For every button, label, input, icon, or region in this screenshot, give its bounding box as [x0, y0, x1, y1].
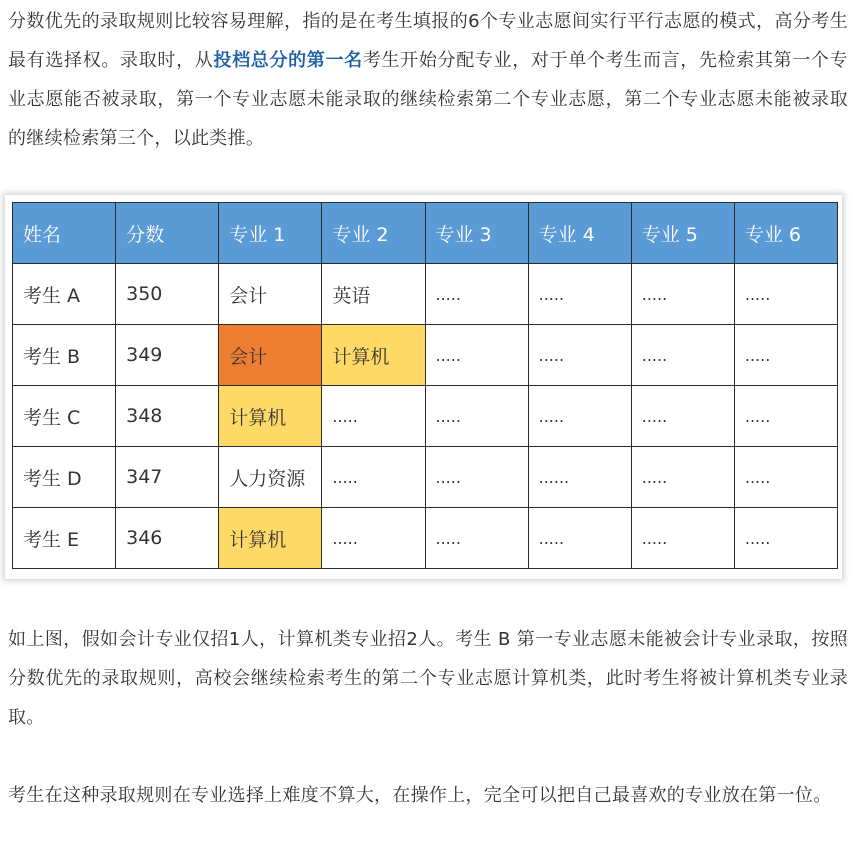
- explanation-paragraph: 如上图，假如会计专业仅招1人，计算机类专业招2人。考生 B 第一专业志愿未能被会计专业录取，按照分数优先的录取规则，高校会继续检索考生的第二个专业志愿计算机类，此时考生将被计算机类专业录取。: [8, 629, 848, 728]
- cell-major-1-admitted: 计算机: [219, 386, 322, 447]
- cell-major-4: .....: [528, 386, 631, 447]
- intro-text-2: 考生开始分配专业，对于单个考生而言，先检索其第一个专业志愿能否被录取，第一个专业志愿未能录取的继续检索第二个专业志愿，第二个专业志愿未能被录取的继续检索第三个，以此类推。: [8, 50, 848, 149]
- cell-major-2: 英语: [322, 264, 425, 325]
- cell-major-6: .....: [734, 447, 837, 508]
- admission-table-figure: [5, 195, 842, 579]
- cell-name: 考生 D: [13, 447, 116, 508]
- cell-name: 考生 E: [13, 508, 116, 569]
- cell-major-3: .....: [425, 447, 528, 508]
- table-row: [13, 386, 838, 447]
- cell-major-3: .....: [425, 325, 528, 386]
- intro-text-1: 分数优先的录取规则比较容易理解，指的是在考生填报的6个专业志愿间实行平行志愿的模式，高分考生最有选择权。录取时，从: [8, 11, 848, 71]
- header-score: 分数: [116, 203, 219, 264]
- header-name: 姓名: [13, 203, 116, 264]
- intro-paragraph: [8, 2, 848, 158]
- cell-major-6: .....: [734, 386, 837, 447]
- table-row: [13, 447, 838, 508]
- cell-major-3: .....: [425, 386, 528, 447]
- cell-major-6: .....: [734, 325, 837, 386]
- cell-major-6: .....: [734, 264, 837, 325]
- cell-major-1: 人力资源: [219, 447, 322, 508]
- cell-major-5: .....: [631, 264, 734, 325]
- cell-score: 347: [116, 447, 219, 508]
- cell-major-5: .....: [631, 447, 734, 508]
- header-major-5: 专业 5: [631, 203, 734, 264]
- cell-major-2: .....: [322, 508, 425, 569]
- cell-score: 349: [116, 325, 219, 386]
- table-header-row: [13, 203, 838, 264]
- cell-major-3: .....: [425, 508, 528, 569]
- cell-major-4: .....: [528, 508, 631, 569]
- header-major-2: 专业 2: [322, 203, 425, 264]
- cell-major-5: .....: [631, 325, 734, 386]
- table-row: [13, 325, 838, 386]
- header-major-3: 专业 3: [425, 203, 528, 264]
- table-row: [13, 264, 838, 325]
- cell-major-1-admitted: 计算机: [219, 508, 322, 569]
- cell-major-4: .....: [528, 325, 631, 386]
- cell-major-1: 会计: [219, 264, 322, 325]
- cell-major-2-admitted: 计算机: [322, 325, 425, 386]
- cell-score: 346: [116, 508, 219, 569]
- cell-major-5: .....: [631, 508, 734, 569]
- cell-major-4: .....: [528, 264, 631, 325]
- cell-name: 考生 A: [13, 264, 116, 325]
- header-major-1: 专业 1: [219, 203, 322, 264]
- conclusion-paragraph: 考生在这种录取规则在专业选择上难度不算大，在操作上，完全可以把自己最喜欢的专业放在第一位。: [8, 785, 832, 806]
- cell-score: 350: [116, 264, 219, 325]
- header-major-4: 专业 4: [528, 203, 631, 264]
- header-major-6: 专业 6: [734, 203, 837, 264]
- intro-highlight: 投档总分的第一名: [213, 50, 363, 71]
- cell-major-3: .....: [425, 264, 528, 325]
- cell-major-6: .....: [734, 508, 837, 569]
- table-row: [13, 508, 838, 569]
- cell-score: 348: [116, 386, 219, 447]
- cell-major-5: .....: [631, 386, 734, 447]
- cell-major-4: ......: [528, 447, 631, 508]
- cell-major-1-rejected: 会计: [219, 325, 322, 386]
- admission-table: [12, 202, 838, 569]
- cell-major-2: .....: [322, 447, 425, 508]
- cell-name: 考生 C: [13, 386, 116, 447]
- cell-major-2: .....: [322, 386, 425, 447]
- cell-name: 考生 B: [13, 325, 116, 386]
